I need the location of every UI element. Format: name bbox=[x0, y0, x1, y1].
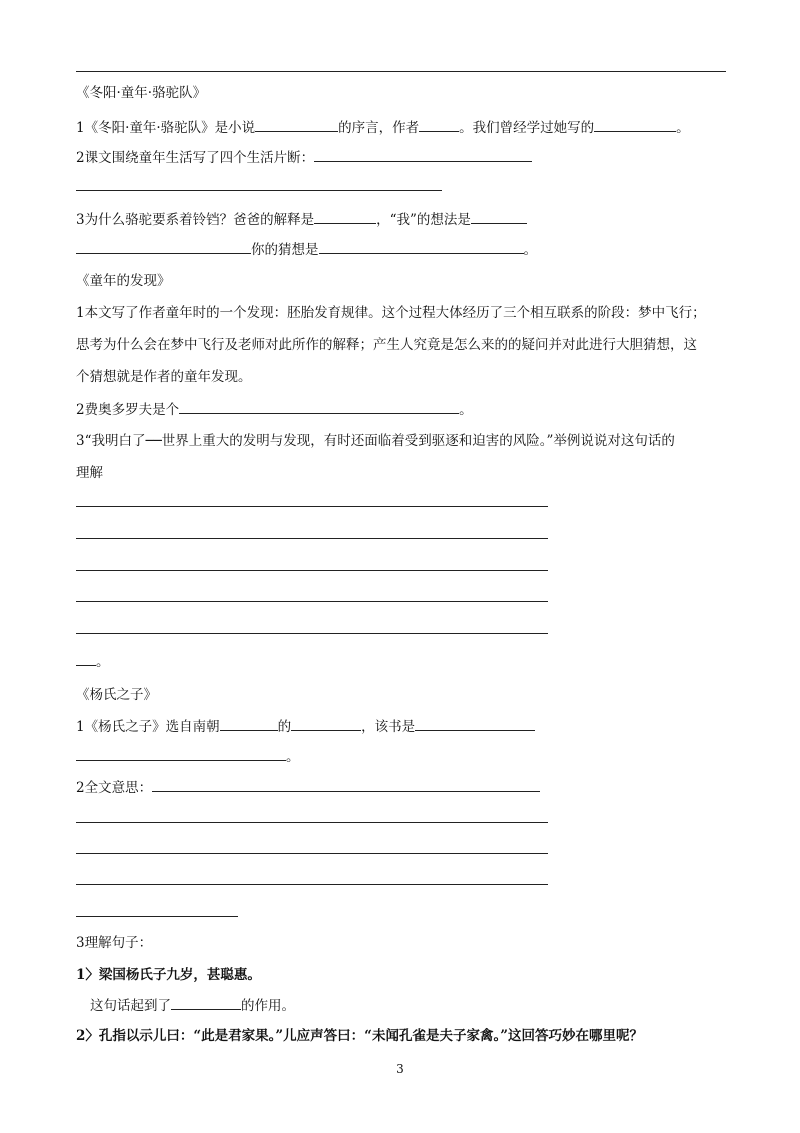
answer-blank[interactable] bbox=[415, 717, 535, 731]
header-rule bbox=[76, 71, 726, 72]
answer-blank[interactable] bbox=[314, 148, 532, 162]
question-text: 1《杨氏之子》选自南朝 bbox=[76, 719, 220, 735]
answer-blank[interactable] bbox=[76, 240, 251, 254]
answer-blank[interactable] bbox=[319, 240, 524, 254]
question-text: 3为什么骆驼要系着铃铛？爸爸的解释是 bbox=[76, 212, 315, 228]
answer-blank[interactable] bbox=[220, 717, 278, 731]
answer-blank[interactable] bbox=[471, 210, 527, 224]
answer-blank[interactable] bbox=[419, 118, 459, 132]
answer-line[interactable] bbox=[76, 601, 548, 602]
sentence-1: 1〉梁国杨氏子九岁，甚聪惠。 bbox=[76, 967, 261, 983]
answer-line[interactable] bbox=[76, 570, 548, 571]
answer-blank[interactable] bbox=[594, 118, 676, 132]
question-3 bbox=[76, 210, 527, 229]
answer-blank[interactable] bbox=[152, 778, 540, 792]
question-2 bbox=[76, 148, 532, 167]
question-text: ，该书是 bbox=[361, 719, 416, 735]
answer-line[interactable] bbox=[76, 853, 548, 854]
question-text: 1《冬阳·童年·骆驼队》是小说 bbox=[76, 120, 256, 136]
sentence-2: 2〉孔指以示儿曰：“此是君家果。”儿应声答曰：“未闻孔雀是夫子家禽。”这回答巧妙在哪里呢？ bbox=[76, 1028, 643, 1044]
question-text: 。 bbox=[523, 242, 537, 258]
answer-line[interactable] bbox=[76, 884, 548, 885]
answer-line[interactable] bbox=[76, 538, 548, 539]
section-title: 《童年的发现》 bbox=[76, 273, 171, 289]
question-text: 的作用。 bbox=[241, 998, 295, 1014]
answer-line[interactable] bbox=[76, 822, 548, 823]
question-text: 。 bbox=[286, 749, 300, 765]
question-1 bbox=[76, 717, 535, 736]
paragraph-line: 个猜想就是作者的童年发现。 bbox=[76, 369, 252, 385]
question-1-cont bbox=[76, 747, 300, 766]
answer-line[interactable] bbox=[76, 633, 548, 634]
question-text: 2费奥多罗夫是个 bbox=[76, 402, 180, 418]
paragraph-line: 1本文写了作者童年时的一个发现：胚胎发育规律。这个过程大体经历了三个相互联系的阶段：梦中飞行； bbox=[76, 305, 706, 321]
question-text: 。 bbox=[676, 120, 690, 136]
answer-blank[interactable] bbox=[76, 652, 96, 666]
paragraph-line: 理解 bbox=[76, 465, 103, 481]
question-1 bbox=[76, 118, 690, 137]
answer-blank[interactable] bbox=[255, 118, 338, 132]
paragraph-line: 3“我明白了──世界上重大的发明与发现，有时还面临着受到驱逐和迫害的风险。”举例说说对这句话的 bbox=[76, 433, 675, 449]
page-number: 3 bbox=[396, 1062, 404, 1076]
question-text: 2课文围绕童年生活写了四个生活片断： bbox=[76, 150, 315, 166]
section-title: 《杨氏之子》 bbox=[76, 687, 157, 703]
question-text: 2全文意思： bbox=[76, 780, 153, 796]
question-text: 你的猜想是 bbox=[251, 242, 319, 258]
question-text: 的序言，作者 bbox=[338, 120, 420, 136]
question-text: 。 bbox=[96, 654, 110, 670]
answer-blank[interactable] bbox=[76, 747, 286, 761]
question-text: 的 bbox=[277, 719, 292, 735]
answer-line[interactable] bbox=[76, 916, 238, 917]
answer-blank[interactable] bbox=[179, 400, 459, 414]
question-text: 。我们曾经学过她写的 bbox=[459, 120, 595, 136]
question-text: ，“我”的想法是 bbox=[376, 212, 471, 228]
question-3-cont bbox=[76, 240, 537, 259]
question-3-title: 3理解句子： bbox=[76, 935, 153, 951]
section-title: 《冬阳·童年·骆驼队》 bbox=[76, 85, 207, 101]
paragraph-line: 思考为什么会在梦中飞行及老师对此所作的解释；产生人究竟是怎么来的的疑问并对此进行大胆猜想，这 bbox=[76, 337, 697, 353]
answer-end bbox=[76, 652, 110, 671]
question-text: 这句话起到了 bbox=[90, 998, 171, 1014]
answer-blank[interactable] bbox=[291, 717, 361, 731]
answer-blank[interactable] bbox=[171, 996, 241, 1010]
answer-line[interactable] bbox=[76, 506, 548, 507]
sentence-1-question bbox=[90, 996, 295, 1015]
question-2 bbox=[76, 778, 540, 797]
question-2 bbox=[76, 400, 473, 419]
answer-line[interactable] bbox=[76, 190, 442, 191]
answer-blank[interactable] bbox=[314, 210, 376, 224]
question-text: 。 bbox=[459, 402, 473, 418]
